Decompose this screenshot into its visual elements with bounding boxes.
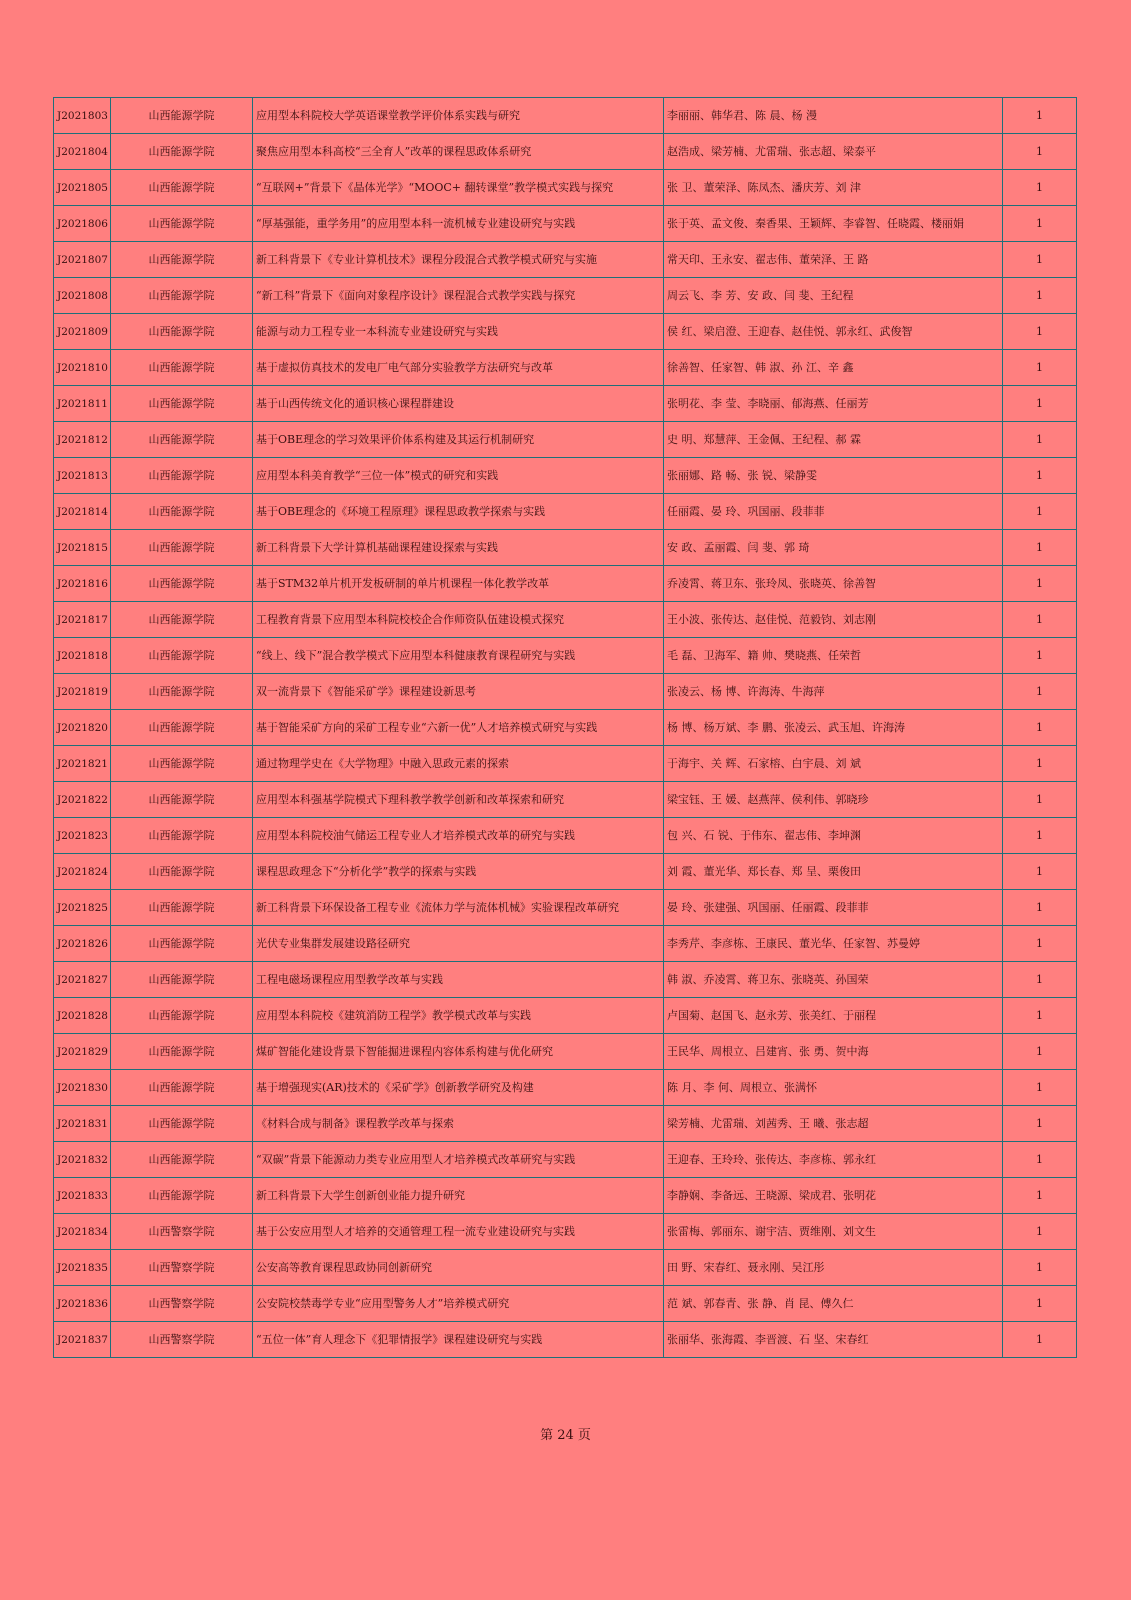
- members-cell: 李静娴、李备远、王晓源、梁成君、张明花: [664, 1178, 1003, 1214]
- project-title-cell: 课程思政理念下“分析化学”教学的探索与实践: [253, 854, 664, 890]
- project-id-cell: J2021821: [54, 746, 111, 782]
- count-cell: 1: [1003, 350, 1077, 386]
- project-title-cell: 工程教育背景下应用型本科院校校企合作师资队伍建设模式探究: [253, 602, 664, 638]
- school-cell: 山西能源学院: [111, 818, 253, 854]
- table-row: [54, 1070, 1077, 1106]
- table-row: [54, 1214, 1077, 1250]
- table-row: [54, 818, 1077, 854]
- project-title-cell: 工程电磁场课程应用型教学改革与实践: [253, 962, 664, 998]
- project-id-cell: J2021833: [54, 1178, 111, 1214]
- project-id-cell: J2021826: [54, 926, 111, 962]
- table-row: [54, 1106, 1077, 1142]
- count-cell: 1: [1003, 566, 1077, 602]
- project-id-cell: J2021810: [54, 350, 111, 386]
- table-row: [54, 1322, 1077, 1358]
- school-cell: 山西能源学院: [111, 890, 253, 926]
- project-id-cell: J2021818: [54, 638, 111, 674]
- count-cell: 1: [1003, 674, 1077, 710]
- table-row: [54, 782, 1077, 818]
- count-cell: 1: [1003, 170, 1077, 206]
- members-cell: 卢国菊、赵国飞、赵永芳、张美红、于丽程: [664, 998, 1003, 1034]
- project-title-cell: 应用型本科院校《建筑消防工程学》教学模式改革与实践: [253, 998, 664, 1034]
- members-cell: 范 斌、郭春青、张 静、肖 昆、傅久仁: [664, 1286, 1003, 1322]
- school-cell: 山西能源学院: [111, 134, 253, 170]
- project-id-cell: J2021814: [54, 494, 111, 530]
- table-row: [54, 170, 1077, 206]
- project-title-cell: 应用型本科美育教学“三位一体”模式的研究和实践: [253, 458, 664, 494]
- school-cell: 山西能源学院: [111, 998, 253, 1034]
- members-cell: 张明花、李 莹、李晓丽、郁海燕、任丽芳: [664, 386, 1003, 422]
- school-cell: 山西能源学院: [111, 206, 253, 242]
- table-row: [54, 854, 1077, 890]
- members-cell: 韩 淑、乔凌霄、蒋卫东、张晓英、孙国荣: [664, 962, 1003, 998]
- members-cell: 于海宇、关 辉、石家榕、白宇晨、刘 斌: [664, 746, 1003, 782]
- table-row: [54, 602, 1077, 638]
- project-title-cell: “线上、线下”混合教学模式下应用型本科健康教育课程研究与实践: [253, 638, 664, 674]
- school-cell: 山西能源学院: [111, 170, 253, 206]
- members-cell: 张于英、孟文俊、秦香果、王颖辉、李睿智、任晓霞、楼丽娟: [664, 206, 1003, 242]
- project-id-cell: J2021834: [54, 1214, 111, 1250]
- project-title-cell: 基于OBE理念的《环境工程原理》课程思政教学探索与实践: [253, 494, 664, 530]
- table-body: [54, 98, 1077, 1358]
- count-cell: 1: [1003, 962, 1077, 998]
- project-id-cell: J2021812: [54, 422, 111, 458]
- members-cell: 张凌云、杨 博、许海涛、牛海萍: [664, 674, 1003, 710]
- table-row: [54, 710, 1077, 746]
- project-id-cell: J2021828: [54, 998, 111, 1034]
- project-id-cell: J2021813: [54, 458, 111, 494]
- count-cell: 1: [1003, 1250, 1077, 1286]
- members-cell: 李秀芹、李彦栋、王康民、董光华、任家智、苏曼婷: [664, 926, 1003, 962]
- school-cell: 山西能源学院: [111, 386, 253, 422]
- school-cell: 山西能源学院: [111, 746, 253, 782]
- project-id-cell: J2021803: [54, 98, 111, 134]
- school-cell: 山西警察学院: [111, 1286, 253, 1322]
- count-cell: 1: [1003, 242, 1077, 278]
- members-cell: 包 兴、石 锐、于伟东、翟志伟、李坤渊: [664, 818, 1003, 854]
- table-row: [54, 926, 1077, 962]
- school-cell: 山西能源学院: [111, 530, 253, 566]
- school-cell: 山西能源学院: [111, 602, 253, 638]
- project-id-cell: J2021805: [54, 170, 111, 206]
- project-title-cell: 基于OBE理念的学习效果评价体系构建及其运行机制研究: [253, 422, 664, 458]
- table-row: [54, 422, 1077, 458]
- project-id-cell: J2021835: [54, 1250, 111, 1286]
- project-table: [53, 97, 1077, 1358]
- project-title-cell: “厚基强能，重学务用”的应用型本科一流机械专业建设研究与实践: [253, 206, 664, 242]
- project-title-cell: 公安院校禁毒学专业“应用型警务人才”培养模式研究: [253, 1286, 664, 1322]
- project-title-cell: “新工科”背景下《面向对象程序设计》课程混合式教学实践与探究: [253, 278, 664, 314]
- school-cell: 山西能源学院: [111, 1034, 253, 1070]
- page-number: 第 24 页: [540, 1428, 591, 1443]
- school-cell: 山西能源学院: [111, 854, 253, 890]
- count-cell: 1: [1003, 746, 1077, 782]
- project-id-cell: J2021827: [54, 962, 111, 998]
- school-cell: 山西能源学院: [111, 566, 253, 602]
- project-title-cell: 基于公安应用型人才培养的交通管理工程一流专业建设研究与实践: [253, 1214, 664, 1250]
- school-cell: 山西能源学院: [111, 674, 253, 710]
- count-cell: 1: [1003, 638, 1077, 674]
- project-title-cell: “五位一体”育人理念下《犯罪情报学》课程建设研究与实践: [253, 1322, 664, 1358]
- project-id-cell: J2021819: [54, 674, 111, 710]
- school-cell: 山西能源学院: [111, 422, 253, 458]
- school-cell: 山西能源学院: [111, 350, 253, 386]
- project-id-cell: J2021829: [54, 1034, 111, 1070]
- project-id-cell: J2021820: [54, 710, 111, 746]
- project-title-cell: 应用型本科院校大学英语课堂教学评价体系实践与研究: [253, 98, 664, 134]
- project-title-cell: 新工科背景下大学生创新创业能力提升研究: [253, 1178, 664, 1214]
- table-row: [54, 1250, 1077, 1286]
- school-cell: 山西能源学院: [111, 1070, 253, 1106]
- school-cell: 山西能源学院: [111, 278, 253, 314]
- project-title-cell: 公安高等教育课程思政协同创新研究: [253, 1250, 664, 1286]
- count-cell: 1: [1003, 1106, 1077, 1142]
- school-cell: 山西警察学院: [111, 1322, 253, 1358]
- members-cell: 晏 玲、张建强、巩国丽、任丽霞、段菲菲: [664, 890, 1003, 926]
- members-cell: 安 政、孟丽霞、闫 斐、郭 琦: [664, 530, 1003, 566]
- project-title-cell: 双一流背景下《智能采矿学》课程建设新思考: [253, 674, 664, 710]
- members-cell: 史 明、郑慧萍、王金佩、王纪程、郝 霖: [664, 422, 1003, 458]
- count-cell: 1: [1003, 818, 1077, 854]
- project-id-cell: J2021816: [54, 566, 111, 602]
- count-cell: 1: [1003, 782, 1077, 818]
- project-title-cell: “互联网+”背景下《晶体光学》“MOOC+ 翻转课堂”教学模式实践与探究: [253, 170, 664, 206]
- project-id-cell: J2021837: [54, 1322, 111, 1358]
- school-cell: 山西能源学院: [111, 710, 253, 746]
- table-row: [54, 350, 1077, 386]
- count-cell: 1: [1003, 278, 1077, 314]
- members-cell: 张丽娜、路 畅、张 锐、梁静雯: [664, 458, 1003, 494]
- project-title-cell: 基于STM32单片机开发板研制的单片机课程一体化教学改革: [253, 566, 664, 602]
- project-title-cell: 新工科背景下《专业计算机技术》课程分段混合式教学模式研究与实施: [253, 242, 664, 278]
- project-title-cell: 新工科背景下大学计算机基础课程建设探索与实践: [253, 530, 664, 566]
- school-cell: 山西能源学院: [111, 314, 253, 350]
- members-cell: 毛 磊、卫海军、籍 帅、樊晓燕、任荣哲: [664, 638, 1003, 674]
- members-cell: 赵浩成、梁芳楠、尤雷瑞、张志超、梁泰平: [664, 134, 1003, 170]
- table-row: [54, 566, 1077, 602]
- table-row: [54, 1178, 1077, 1214]
- count-cell: 1: [1003, 1070, 1077, 1106]
- project-title-cell: 聚焦应用型本科高校“三全育人”改革的课程思政体系研究: [253, 134, 664, 170]
- members-cell: 徐善智、任家智、韩 淑、孙 江、辛 鑫: [664, 350, 1003, 386]
- members-cell: 刘 霞、董光华、郑长春、郑 呈、栗俊田: [664, 854, 1003, 890]
- count-cell: 1: [1003, 314, 1077, 350]
- members-cell: 杨 博、杨万斌、李 鹏、张凌云、武玉旭、许海涛: [664, 710, 1003, 746]
- table-row: [54, 890, 1077, 926]
- project-id-cell: J2021830: [54, 1070, 111, 1106]
- project-id-cell: J2021809: [54, 314, 111, 350]
- members-cell: 梁宝钰、王 媛、赵燕萍、侯利伟、郭晓珍: [664, 782, 1003, 818]
- count-cell: 1: [1003, 134, 1077, 170]
- table-row: [54, 458, 1077, 494]
- project-title-cell: 光伏专业集群发展建设路径研究: [253, 926, 664, 962]
- count-cell: 1: [1003, 494, 1077, 530]
- project-title-cell: 基于增强现实(AR)技术的《采矿学》创新教学研究及构建: [253, 1070, 664, 1106]
- count-cell: 1: [1003, 998, 1077, 1034]
- table-row: [54, 1034, 1077, 1070]
- count-cell: 1: [1003, 422, 1077, 458]
- project-title-cell: 通过物理学史在《大学物理》中融入思政元素的探索: [253, 746, 664, 782]
- members-cell: 侯 红、梁启澄、王迎春、赵佳悦、郭永红、武俊智: [664, 314, 1003, 350]
- count-cell: 1: [1003, 926, 1077, 962]
- project-title-cell: 应用型本科强基学院模式下理科教学教学创新和改革探索和研究: [253, 782, 664, 818]
- project-title-cell: 能源与动力工程专业一本科流专业建设研究与实践: [253, 314, 664, 350]
- table-row: [54, 314, 1077, 350]
- school-cell: 山西警察学院: [111, 1214, 253, 1250]
- school-cell: 山西能源学院: [111, 1142, 253, 1178]
- members-cell: 陈 月、李 何、周根立、张满怀: [664, 1070, 1003, 1106]
- members-cell: 乔凌霄、蒋卫东、张玲凤、张晓英、徐善智: [664, 566, 1003, 602]
- project-title-cell: 煤矿智能化建设背景下智能掘进课程内容体系构建与优化研究: [253, 1034, 664, 1070]
- project-title-cell: 《材料合成与制备》课程教学改革与探索: [253, 1106, 664, 1142]
- project-title-cell: 基于智能采矿方向的采矿工程专业“六新一优”人才培养模式研究与实践: [253, 710, 664, 746]
- table-row: [54, 386, 1077, 422]
- members-cell: 王民华、周根立、吕建宵、张 勇、贺中海: [664, 1034, 1003, 1070]
- project-title-cell: 新工科背景下环保设备工程专业《流体力学与流体机械》实验课程改革研究: [253, 890, 664, 926]
- count-cell: 1: [1003, 1286, 1077, 1322]
- project-title-cell: 应用型本科院校油气储运工程专业人才培养模式改革的研究与实践: [253, 818, 664, 854]
- count-cell: 1: [1003, 890, 1077, 926]
- count-cell: 1: [1003, 206, 1077, 242]
- school-cell: 山西能源学院: [111, 98, 253, 134]
- members-cell: 梁芳楠、尤雷瑞、刘茜秀、王 曦、张志超: [664, 1106, 1003, 1142]
- project-id-cell: J2021815: [54, 530, 111, 566]
- school-cell: 山西能源学院: [111, 962, 253, 998]
- school-cell: 山西能源学院: [111, 242, 253, 278]
- count-cell: 1: [1003, 1214, 1077, 1250]
- table-row: [54, 278, 1077, 314]
- members-cell: 周云飞、李 芳、安 政、闫 斐、王纪程: [664, 278, 1003, 314]
- table-row: [54, 494, 1077, 530]
- school-cell: 山西能源学院: [111, 926, 253, 962]
- project-title-cell: 基于虚拟仿真技术的发电厂电气部分实验教学方法研究与改革: [253, 350, 664, 386]
- members-cell: 张丽华、张海霞、李晋渡、石 坚、宋春红: [664, 1322, 1003, 1358]
- project-id-cell: J2021806: [54, 206, 111, 242]
- members-cell: 王小波、张传达、赵佳悦、范毅钧、刘志刚: [664, 602, 1003, 638]
- count-cell: 1: [1003, 854, 1077, 890]
- school-cell: 山西能源学院: [111, 458, 253, 494]
- project-id-cell: J2021808: [54, 278, 111, 314]
- members-cell: 王迎春、王玲玲、张传达、李彦栋、郭永红: [664, 1142, 1003, 1178]
- count-cell: 1: [1003, 602, 1077, 638]
- project-id-cell: J2021832: [54, 1142, 111, 1178]
- table-row: [54, 746, 1077, 782]
- project-id-cell: J2021807: [54, 242, 111, 278]
- table-row: [54, 242, 1077, 278]
- table-row: [54, 530, 1077, 566]
- school-cell: 山西能源学院: [111, 638, 253, 674]
- project-id-cell: J2021804: [54, 134, 111, 170]
- project-title-cell: “双碳”背景下能源动力类专业应用型人才培养模式改革研究与实践: [253, 1142, 664, 1178]
- members-cell: 常天印、王永安、翟志伟、董荣泽、王 路: [664, 242, 1003, 278]
- project-id-cell: J2021836: [54, 1286, 111, 1322]
- project-id-cell: J2021831: [54, 1106, 111, 1142]
- members-cell: 任丽霞、晏 玲、巩国丽、段菲菲: [664, 494, 1003, 530]
- school-cell: 山西能源学院: [111, 1106, 253, 1142]
- count-cell: 1: [1003, 1322, 1077, 1358]
- count-cell: 1: [1003, 458, 1077, 494]
- school-cell: 山西能源学院: [111, 1178, 253, 1214]
- school-cell: 山西能源学院: [111, 782, 253, 818]
- members-cell: 李丽丽、韩华君、陈 晨、杨 漫: [664, 98, 1003, 134]
- table-row: [54, 674, 1077, 710]
- project-title-cell: 基于山西传统文化的通识核心课程群建设: [253, 386, 664, 422]
- school-cell: 山西警察学院: [111, 1250, 253, 1286]
- project-id-cell: J2021811: [54, 386, 111, 422]
- table-row: [54, 962, 1077, 998]
- table-row: [54, 1142, 1077, 1178]
- project-id-cell: J2021823: [54, 818, 111, 854]
- project-id-cell: J2021817: [54, 602, 111, 638]
- count-cell: 1: [1003, 1142, 1077, 1178]
- count-cell: 1: [1003, 1178, 1077, 1214]
- table-row: [54, 638, 1077, 674]
- members-cell: 田 野、宋春红、聂永刚、吴江彤: [664, 1250, 1003, 1286]
- project-id-cell: J2021822: [54, 782, 111, 818]
- members-cell: 张雷梅、郭丽东、谢宇洁、贾维刚、刘文生: [664, 1214, 1003, 1250]
- table-row: [54, 1286, 1077, 1322]
- count-cell: 1: [1003, 386, 1077, 422]
- members-cell: 张 卫、董荣泽、陈凤杰、潘庆芳、刘 津: [664, 170, 1003, 206]
- project-id-cell: J2021824: [54, 854, 111, 890]
- count-cell: 1: [1003, 530, 1077, 566]
- table-row: [54, 206, 1077, 242]
- table-row: [54, 134, 1077, 170]
- table-row: [54, 98, 1077, 134]
- count-cell: 1: [1003, 98, 1077, 134]
- school-cell: 山西能源学院: [111, 494, 253, 530]
- count-cell: 1: [1003, 1034, 1077, 1070]
- project-id-cell: J2021825: [54, 890, 111, 926]
- table-row: [54, 998, 1077, 1034]
- count-cell: 1: [1003, 710, 1077, 746]
